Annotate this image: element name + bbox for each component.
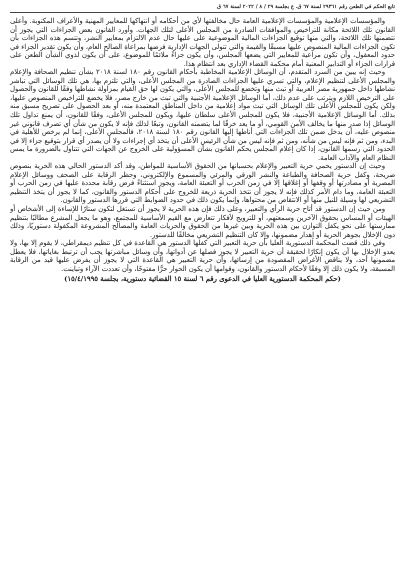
paragraph-5: وفي ذلك قضت المحكمة الدستورية العليا بأن حرية التعبير التي كفلها الدستور هي القاعدة في كل تنظيم ديمقراطي، لا يقوم إلا بها، ولا يعدو الإخلال بها أن يكون إنكارًا لحقيقة أن حرية التعبير لا يجوز فصلها عن أدواتها، وأن وسائل مباشرتها يجب أن ترتبط بغاياتها، فلا يعطل مضمونها أحد، ولا يناقض الأغراض المقصودة من إرسائها، وأن حرية التعبير هي القاعدة التي لا يجوز أن يفرض عليها قيد من الرقابة المسبقة، ولا يكون ذلك إلا وفقًا لأحكام الدستور والقانون، وقوامها أن يكون الحوار حرًّا مفتوحًا، وأن تعددت الآراء وتباينت. — [10, 239, 395, 273]
court-citation: (حكم المحكمة الدستورية العليا في الدعوى رقم ٦ لسنة ١٥ القضائية دستورية، بجلسة ١٥/٤/١٩٩٥) — [64, 275, 341, 284]
document-body — [10, 17, 395, 273]
paragraph-1: والمؤسسات الإعلامية والمؤسسات الإعلامية العامة حال مخالفتها لأي من أحكامه أو انتهاكها للمعايير المهنية والأعراف المكتوبة. وأعلى القانون تلك اللائحة مكانة للتراخيص والموافقات الصادرة من المجلس الأعلى لتلك الجهات. وأورد القانون بعض الجزاءات التي يجوز أن تتضمنها تلك اللائحة، والتي منها توقيع الجزاءات المالية الموضوعية على عليها حال عدم الالتزام بمعايير النشر، وتتسم هذه الجزاءات بأن تكون الجزاءات المالية المنصوص عليها مسبقًا والقيمة والتي تتولى الجهات الإدارية فرضها بمراعاة الصالح العام، وأن يكون تقدير الجزاء في حدود المعقول، وأن تكون مراعية للمعايير التي يضعها المجلس، وأن يكون جزاءً ملائمًا للموضوع، على أن يكون لذوي الشأن الطعن على قرارات الجزاء أو التدابير المعنية أمام محكمة القضاء الإداري بعد انتظام هذا. — [10, 17, 395, 68]
page-header: تابع الحكم في الطعن رقم ٢٩٣٦١ لسنة ٦٧ ق. ع بجلسة ٢٩ / ٨ / ٢٠٢٢ لسنة ٦٧ ق — [10, 4, 395, 13]
paragraph-4: ومن حيث إن الدستور قد أتاح حرية الرأي والتعبير، وعلى ذلك فإن هذه الحرية لا يجوز أن تستغل لتكون ستارًا للإساءة إلى الأشخاص أو الهيئات أو المساس بحقوق الآخرين وسمعتهم، أو للترويج لأفكار تتعارض مع القيم الأساسية للمجتمع، وهو ما يجعل المشرع مطالبًا بتنظيم ممارستها على نحو يكفل التوازن بين هذه الحرية وبين غيرها من الحقوق والحريات العامة والمصالح المشروعة المكفولة دستوريًا، وذلك دون الإخلال بجوهر الحرية أو إهدار مضمونها، وإلا كان التنظيم التشريعي مخالفًا للدستور. — [10, 205, 395, 239]
paragraph-2: وحيث إنه يبين من السرد المتقدم، أن الوسائل الإعلامية المخاطبة بأحكام القانون رقم ١٨٠ لسنة ٢٠١٨ بشأن تنظيم الصحافة والإعلام والمجلس الأعلى لتنظيم الإعلام، والتي تسري عليها الجزاءات الصادرة من المجلس الأعلى، والتي تلتزم بها، هي تلك الوسائل التي تباشر نشاطها داخل جمهورية مصر العربية أو تبث منها وتخضع للمجلس الأعلى، والتي يكون لها حق القيام بمزاولة نشاطها وفقًا للقانون والحصول على الترخيص اللازم ويترتب على عدم ذلك، أما الوسائل الإعلامية الأجنبية والتي تبث من خارج مصر، فلا يخضع للتراخيص المنصوص عليها، ولكن يكون للمجلس الأعلى تلك الوسائل التي تبث مواد إعلامية من داخل المناطق المعتمدة منه، أو بعد الحصول على تصريح مسبق منه بذلك. أما الوسائل الإعلامية الأجنبية، فلا يكون للمجلس الأعلى سلطان عليها، ويكون للمجلس الأعلى، وفقًا للقانون، أن يمنع تداول تلك الوسائل إذا صدر منها ما يخالف الأمن القومي، أو ما يعد خرقًا لما يتضمنه القانون، وتبعًا لذلك فإنه لا يكون من شأن أي تصرف قانوني غير منصوص عليه، أن يدخل ضمن تلك الجزاءات التي أناطها إليها القانون رقم ١٨٠ لسنة ٢٠١٨، فالمجلس الأعلى، إنما لم يرخص للأهلية في البدء، ومن ثم فإنه ليس من شأنه، ومن ثم فإنه ليس من شأن الرئيس الأعلى أن يتخذ أي إجراءات ولا أن يصدر أي قرار بتوقيع جزاء إلا في الحدود التي رسمها القانون، إذا كان إعلام المجلس يحكم القانون بشأن المسؤولية على الخروج عن الجهات التي تتناول بالضرورة ما يمس النظام العام والآداب العامة. — [10, 68, 395, 162]
paragraph-3: وحيث إن الدستور يحمي حرية التعبير والإعلام بحسبانها من الحقوق الأساسية للمواطن، وقد أكد الدستور الحالي هذه الحرية بنصوص صريحة، وكفل حرية الصحافة والطباعة والنشر الورقي والمرئي والمسموع والإلكتروني، وحظر الرقابة على الصحف ووسائل الإعلام المصرية أو مصادرتها أو وقفها أو إغلاقها إلا في زمن الحرب أو التعبئة العامة، ويجوز استثناءً فرض رقابة محددة عليها في زمن الحرب أو التعبئة العامة، وما دام الأمر كذلك فإنه لا يجوز أن تتخذ الحرية ذريعة للخروج على أحكام الدستور والقانون، كما لا يجوز أن يتخذ التنظيم التشريعي لها وسيلة للنيل منها أو الانتقاص من محتواها، وإنما يكون ذلك في حدود الضوابط التي قررها الدستور والقانون. — [10, 162, 395, 205]
